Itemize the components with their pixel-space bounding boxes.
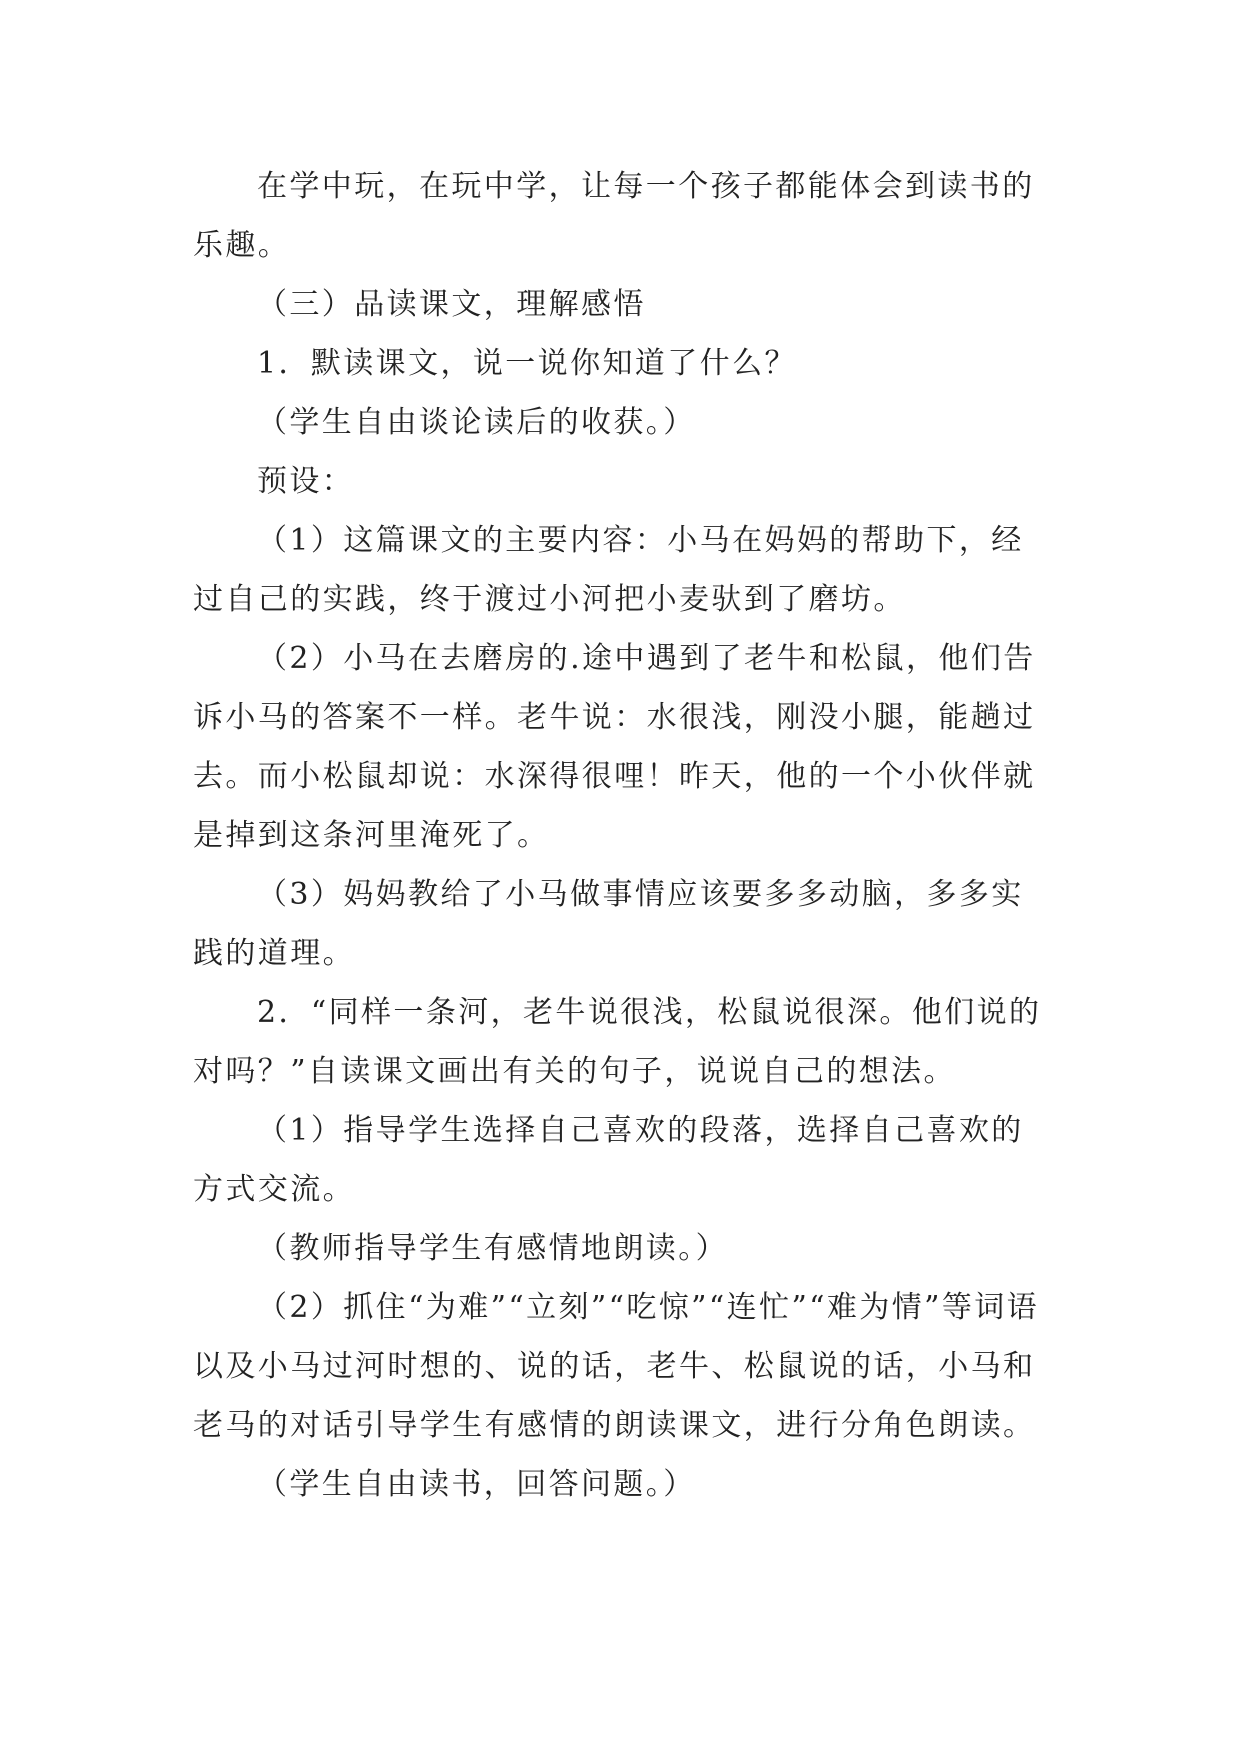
student-reading-note: （学生自由读书，回答问题。）	[257, 1467, 696, 1502]
document-body	[193, 157, 1051, 1514]
step-2-question: 2．“同样一条河，老牛说很浅，松鼠说很深。他们说的对吗？”自读课文画出有关的句子，说说自己的想法。	[193, 995, 1042, 1089]
step-1-silent-reading: 1．默读课文，说一说你知道了什么？	[257, 346, 797, 381]
preset-label: 预设：	[257, 464, 355, 499]
section-heading-reading: （三）品读课文，理解感悟	[257, 287, 646, 322]
preset-item-1: （1）这篇课文的主要内容：小马在妈妈的帮助下，经过自己的实践，终于渡过小河把小麦驮到了磨坊。	[193, 523, 1024, 617]
teacher-guidance-note: （教师指导学生有感情地朗读。）	[257, 1231, 728, 1266]
guidance-item-2: （2）抓住“为难”“立刻”“吃惊”“连忙”“难为情”等词语以及小马过河时想的、说的话，老牛、松鼠说的话，小马和老马的对话引导学生有感情的朗读课文，进行分角色朗读。	[193, 1290, 1040, 1443]
paragraph-learning-fun: 在学中玩，在玩中学，让每一个孩子都能体会到读书的乐趣。	[193, 169, 1035, 263]
guidance-item-1: （1）指导学生选择自己喜欢的段落，选择自己喜欢的方式交流。	[193, 1113, 1024, 1207]
student-activity-note: （学生自由谈论读后的收获。）	[257, 405, 696, 440]
preset-item-2: （2）小马在去磨房的.途中遇到了老牛和松鼠，他们告诉小马的答案不一样。老牛说：水很浅，刚没小腿，能趟过去。而小松鼠却说：水深得很哩！昨天，他的一个小伙伴就是掉到这条河里淹死了。	[193, 641, 1036, 853]
preset-item-3: （3）妈妈教给了小马做事情应该要多多动脑，多多实践的道理。	[193, 877, 1024, 971]
